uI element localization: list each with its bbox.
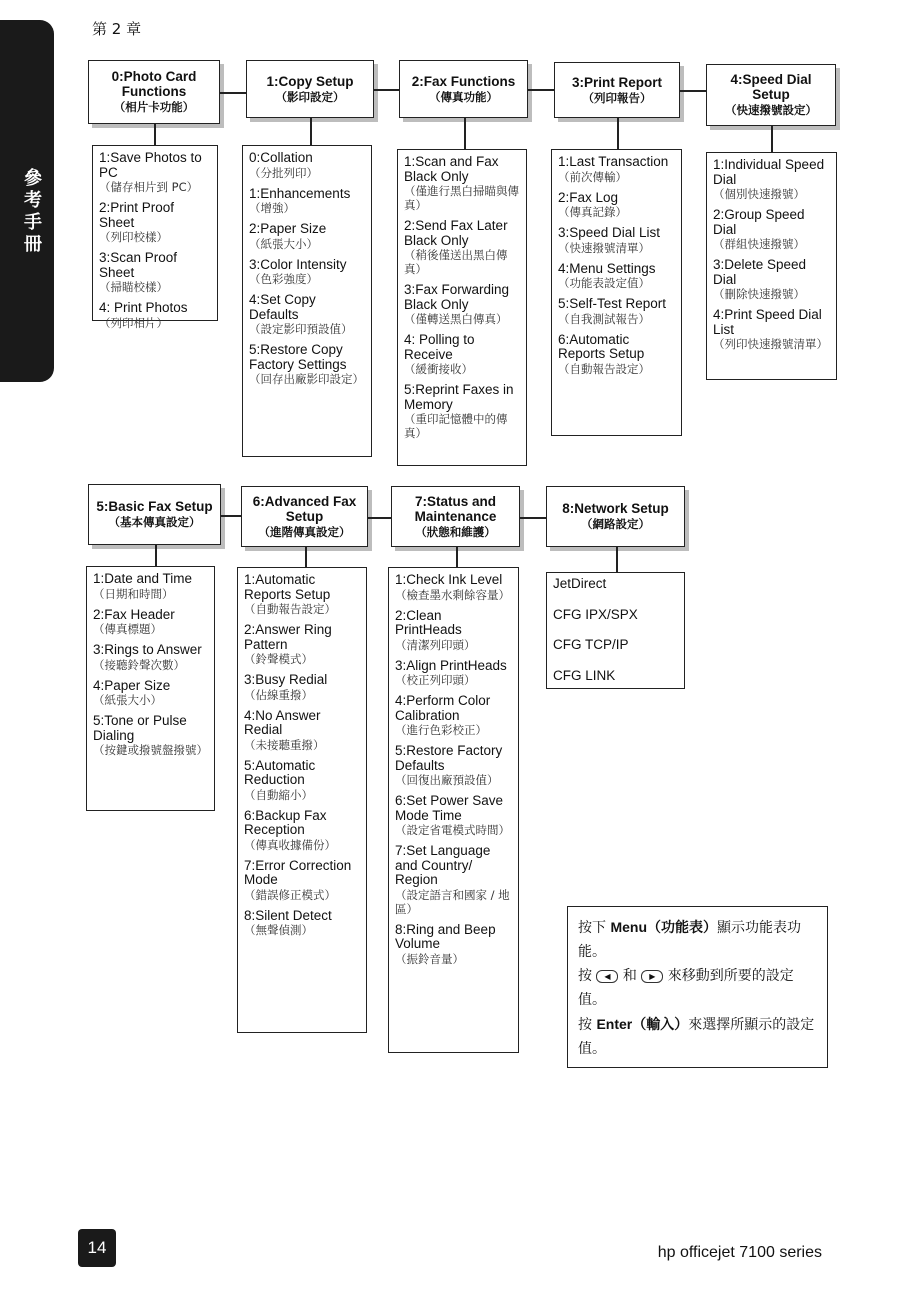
menu-item: [404, 383, 520, 440]
menu-item-translation: （傳真收據備份）: [244, 837, 336, 852]
menu-item-translation: （自動報告設定）: [244, 602, 336, 616]
menu-item-translation: （日期和時間）: [93, 586, 174, 601]
menu-item-label: 4: Print Photos: [99, 300, 188, 315]
instruction-line-2: 按 ◀ 和 ▶ 來移動到所要的設定值。: [578, 968, 794, 1008]
instruction-line-1: 按下 Menu（功能表）顯示功能表功能。: [578, 919, 802, 960]
connector-line: [771, 126, 773, 152]
menu-header-subtitle: （傳真功能）: [429, 89, 498, 104]
menu-item-list: [546, 572, 685, 689]
menu-item-label: 6:Automatic Reports Setup: [558, 331, 645, 361]
menu-item-translation: （掃瞄校樣）: [99, 280, 168, 294]
menu-item-label: 4:Print Speed Dial List: [713, 307, 822, 337]
menu-item: [249, 293, 365, 336]
menu-item-label: 5:Automatic Reduction: [244, 757, 316, 787]
menu-item-translation: （列印校樣）: [99, 230, 168, 244]
menu-header-subtitle: （相片卡功能）: [113, 100, 195, 114]
menu-item-label: 1:Scan and Fax Black Only: [404, 154, 499, 184]
menu-item: [395, 609, 512, 652]
menu-header: [391, 486, 520, 547]
connector-line: [616, 547, 618, 572]
menu-item-translation: （列印相片）: [99, 315, 168, 330]
menu-item: [404, 155, 520, 212]
menu-item: [558, 191, 675, 220]
menu-item-translation: （緩衝接收）: [404, 362, 473, 376]
connector-line: [305, 547, 307, 567]
menu-item-translation: （回復出廠預設值）: [395, 773, 499, 787]
menu-header-title: 0:Photo Card Functions: [111, 69, 197, 99]
menu-item: [99, 301, 211, 330]
instruction-line-3: 按 Enter（輸入）來選擇所顯示的設定值。: [578, 1016, 815, 1057]
menu-item: [553, 669, 678, 684]
menu-item-translation: （進行色彩校正）: [395, 723, 487, 737]
menu-item-translation: （僅進行黑白掃瞄與傳真）: [404, 184, 519, 212]
menu-item-label: 3:Speed Dial List: [558, 225, 661, 240]
menu-header: [241, 486, 368, 547]
connector-line: [456, 547, 458, 567]
menu-item: [553, 638, 678, 653]
menu-item-translation: （自動報告設定）: [558, 361, 650, 376]
menu-item-label: 3:Rings to Answer: [93, 642, 202, 657]
menu-header-subtitle: （基本傳真設定）: [108, 515, 201, 529]
menu-item: [249, 343, 365, 386]
side-tab: [0, 20, 54, 382]
menu-header: [546, 486, 685, 547]
page-number: 14: [78, 1229, 116, 1267]
chapter-label: 第 2 章: [92, 20, 142, 38]
menu-item-label: 1:Individual Speed Dial: [713, 157, 825, 187]
menu-item-translation: （回存出廠影印設定）: [249, 372, 364, 386]
menu-item-translation: （稍後僅送出黑白傳真）: [404, 248, 508, 276]
menu-item: [244, 859, 360, 902]
menu-item-translation: （列印快速撥號清單）: [713, 337, 828, 351]
menu-item: [558, 262, 675, 291]
menu-item: [395, 694, 512, 737]
menu-item-translation: （群組快速撥號）: [713, 237, 805, 251]
menu-item: [558, 297, 675, 326]
menu-item: [558, 155, 675, 184]
menu-item-translation: （重印記憶體中的傳真）: [404, 412, 508, 440]
connector-line: [220, 92, 246, 94]
menu-item-label: 3:Color Intensity: [249, 256, 347, 272]
menu-header: [706, 64, 836, 126]
menu-item: [713, 208, 830, 251]
menu-item: [99, 251, 211, 294]
menu-item-label: 3:Align PrintHeads: [395, 657, 507, 673]
menu-item-label: 2:Clean PrintHeads: [395, 607, 462, 637]
menu-item: [244, 573, 360, 616]
menu-item-label: 6:Set Power Save Mode Time: [395, 793, 504, 823]
menu-header-subtitle: （狀態和維護）: [415, 524, 496, 539]
menu-item-translation: （佔線重撥）: [244, 687, 313, 702]
connector-line: [368, 517, 391, 519]
menu-item-label: 6:Backup Fax Reception: [244, 807, 327, 837]
menu-item: [713, 258, 830, 301]
menu-item-translation: （校正列印頭）: [395, 673, 476, 687]
menu-header: [88, 484, 221, 545]
left-arrow-button-icon: ◀: [596, 970, 618, 983]
menu-item: [249, 258, 365, 287]
menu-item-label: 2:Answer Ring Pattern: [244, 622, 332, 652]
menu-item-label: 1:Date and Time: [93, 571, 193, 586]
menu-item: [713, 158, 830, 201]
menu-item: [395, 659, 512, 688]
menu-item-translation: （儲存相片到 PC）: [99, 180, 199, 194]
menu-item-label: 1:Enhancements: [249, 185, 351, 201]
menu-header-subtitle: （進階傳真設定）: [258, 524, 351, 539]
menu-item-label: 4:Menu Settings: [558, 260, 656, 276]
menu-item: [558, 226, 675, 255]
menu-item-translation: （設定省電模式時間）: [395, 823, 510, 837]
menu-header-subtitle: （快速撥號設定）: [725, 103, 817, 117]
menu-item-translation: （前次傳輸）: [558, 169, 627, 184]
menu-item-label: 3:Busy Redial: [244, 672, 328, 687]
menu-item-label: 5:Restore Factory Defaults: [395, 743, 503, 773]
connector-line: [617, 118, 619, 149]
menu-item-label: CFG TCP/IP: [553, 637, 629, 652]
menu-header-title: 1:Copy Setup: [266, 73, 354, 89]
menu-item: [404, 219, 520, 276]
menu-item-label: 3:Delete Speed Dial: [713, 257, 807, 287]
connector-line: [520, 517, 546, 519]
menu-item-translation: （色彩強度）: [249, 272, 318, 286]
menu-item-label: 3:Fax Forwarding Black Only: [404, 282, 510, 312]
menu-item-translation: （設定語言和國家 / 地區）: [395, 887, 510, 916]
menu-item: [404, 333, 520, 376]
menu-item: [244, 909, 360, 938]
menu-item: [395, 573, 512, 602]
side-tab-label: 參考手冊: [21, 168, 42, 256]
menu-header-title: 7:Status and Maintenance: [414, 493, 497, 524]
menu-item: [553, 608, 678, 623]
menu-item-label: 5:Self-Test Report: [558, 296, 667, 311]
menu-header-title: 4:Speed Dial Setup: [730, 72, 812, 102]
menu-item-label: 3:Scan Proof Sheet: [99, 250, 178, 280]
connector-line: [310, 118, 312, 145]
menu-item-label: 2:Fax Header: [93, 606, 175, 622]
menu-header-title: 3:Print Report: [571, 74, 662, 90]
menu-header-title: 8:Network Setup: [562, 501, 669, 516]
menu-item-translation: （分批列印）: [249, 165, 318, 180]
menu-item: [249, 222, 365, 251]
menu-item-translation: （檢查墨水剩餘容量）: [395, 587, 510, 602]
menu-item-translation: （未接聽重撥）: [244, 737, 325, 752]
menu-item-label: 4:No Answer Redial: [244, 707, 321, 737]
connector-line: [155, 545, 157, 566]
connector-line: [680, 90, 706, 92]
menu-item-translation: （鈴聲模式）: [244, 652, 313, 666]
menu-item: [244, 673, 360, 702]
menu-item-label: 2:Send Fax Later Black Only: [404, 218, 508, 248]
menu-item-translation: （僅轉送黑白傳真）: [404, 312, 508, 326]
menu-header-subtitle: （網路設定）: [581, 517, 650, 531]
connector-line: [464, 118, 466, 149]
menu-header-title: 5:Basic Fax Setup: [96, 499, 213, 514]
right-arrow-button-icon: ▶: [641, 970, 663, 983]
menu-item-label: 1:Automatic Reports Setup: [244, 572, 331, 602]
menu-item-translation: （傳真標題）: [93, 622, 162, 636]
menu-header-subtitle: （列印報告）: [582, 90, 652, 105]
menu-item: [244, 709, 360, 752]
menu-key-label: Menu（功能表）: [610, 919, 718, 935]
menu-item-label: 7:Error Correction Mode: [244, 857, 352, 887]
menu-item: [249, 187, 365, 216]
menu-item-list: [397, 149, 527, 466]
menu-item-label: 5:Restore Copy Factory Settings: [249, 342, 347, 372]
menu-item: [244, 809, 360, 852]
menu-item-list: [86, 566, 215, 811]
connector-line: [221, 515, 241, 517]
menu-item-label: 2:Print Proof Sheet: [99, 200, 175, 230]
menu-item-translation: （按鍵或撥號盤撥號）: [93, 743, 208, 757]
connector-line: [374, 89, 399, 91]
instruction-note: [567, 906, 828, 1068]
menu-item-translation: （增強）: [249, 201, 295, 215]
menu-item-translation: （振鈴音量）: [395, 951, 464, 966]
menu-item-label: CFG IPX/SPX: [553, 606, 638, 622]
menu-item: [558, 333, 675, 376]
menu-item-translation: （快速撥號清單）: [558, 240, 650, 255]
connector-line: [154, 124, 156, 145]
menu-item-translation: （清潔列印頭）: [395, 637, 476, 652]
menu-item-list: [388, 567, 519, 1053]
menu-item-translation: （接聽鈴聲次數）: [93, 657, 185, 672]
menu-item-label: 2:Paper Size: [249, 221, 327, 236]
menu-header: [399, 60, 528, 118]
menu-item: [93, 643, 208, 672]
menu-item-label: 7:Set Language and Country/ Region: [395, 843, 491, 887]
menu-item-list: [242, 145, 372, 457]
menu-item: [395, 844, 512, 916]
menu-item-label: 1:Save Photos to PC: [99, 150, 202, 180]
footer-product-name: hp officejet 7100 series: [657, 1244, 822, 1261]
menu-item-translation: （個別快速撥號）: [713, 187, 805, 201]
menu-header-title: 6:Advanced Fax Setup: [252, 493, 357, 524]
menu-item-label: 5:Reprint Faxes in Memory: [404, 382, 514, 412]
menu-item-label: 5:Tone or Pulse Dialing: [93, 713, 187, 743]
menu-header-subtitle: （影印設定）: [275, 89, 345, 104]
menu-item-translation: （錯誤修正模式）: [244, 887, 336, 902]
menu-item-list: [92, 145, 218, 330]
menu-item-translation: （自我測試報告）: [558, 311, 650, 326]
menu-item-translation: （設定影印預設值）: [249, 322, 353, 336]
menu-item: [395, 794, 512, 837]
menu-item: [93, 608, 208, 637]
menu-item-label: 4:Set Copy Defaults: [249, 292, 316, 322]
menu-item-translation: （自動縮小）: [244, 787, 313, 802]
menu-item-translation: （無聲偵測）: [244, 923, 313, 937]
menu-item: [99, 201, 211, 244]
enter-key-label: Enter（輸入）: [596, 1016, 689, 1032]
menu-header: [554, 62, 680, 118]
menu-item: [395, 744, 512, 787]
menu-item-label: 8:Silent Detect: [244, 907, 332, 923]
menu-header: [246, 60, 374, 118]
menu-item-translation: （刪除快速撥號）: [713, 287, 805, 301]
menu-item-list: [237, 567, 367, 1033]
menu-item: [395, 923, 512, 966]
menu-item-label: 4: Polling to Receive: [404, 332, 475, 362]
menu-item-label: 1:Last Transaction: [558, 154, 669, 169]
menu-item: [713, 308, 830, 351]
menu-item: [93, 572, 208, 601]
menu-item: [93, 679, 208, 708]
menu-header-title: 2:Fax Functions: [411, 73, 516, 89]
menu-item-label: 8:Ring and Beep Volume: [395, 921, 496, 951]
menu-header: [88, 60, 220, 124]
menu-item: [249, 151, 365, 180]
menu-item-translation: （紙張大小）: [93, 693, 162, 707]
menu-item: [404, 283, 520, 326]
menu-item-label: CFG LINK: [553, 667, 616, 683]
menu-item: [99, 151, 211, 194]
menu-item: [93, 714, 208, 757]
menu-item-label: 4:Perform Color Calibration: [395, 693, 491, 723]
menu-item-label: 1:Check Ink Level: [395, 572, 503, 587]
menu-item: [553, 577, 678, 592]
menu-item-label: 2:Fax Log: [558, 189, 619, 205]
menu-item-label: 2:Group Speed Dial: [713, 207, 805, 237]
menu-item-translation: （傳真記錄）: [558, 205, 627, 219]
menu-item-translation: （功能表設定值）: [558, 276, 650, 290]
menu-item-list: [551, 149, 682, 436]
menu-item: [244, 623, 360, 666]
menu-item-label: JetDirect: [553, 576, 607, 591]
menu-item-label: 0:Collation: [249, 150, 313, 165]
connector-line: [528, 89, 554, 91]
menu-item-list: [706, 152, 837, 380]
menu-item: [244, 759, 360, 802]
menu-item-translation: （紙張大小）: [249, 236, 318, 251]
menu-item-label: 4:Paper Size: [93, 677, 171, 693]
